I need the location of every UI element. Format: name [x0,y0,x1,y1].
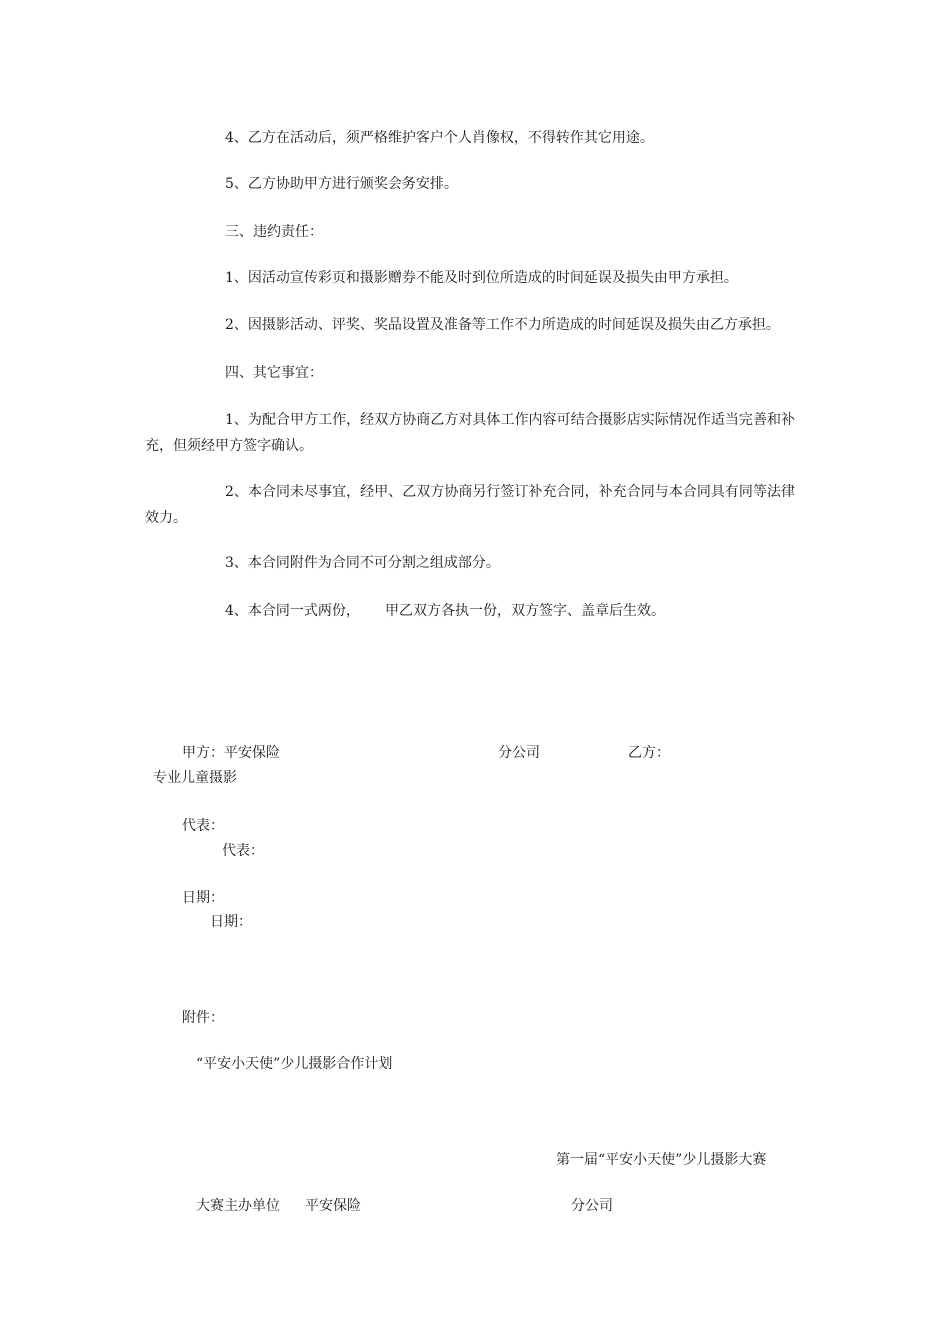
date-a-label: 日期： [182,890,224,906]
rep-a-label: 代表： [182,818,224,834]
date-b-label: 日期： [210,914,252,930]
section-4-item-3: 3、本合同附件为合同不可分割之组成部分。 [225,555,500,571]
rep-b-label: 代表： [222,843,264,859]
organizer-label: 大赛主办单位 [196,1198,280,1214]
section-4-item-2: 2、本合同未尽事宜，经甲、乙双方协商另行签订补充合同，补充合同与本合同具有同等法律效力。 [145,484,795,526]
clause-4: 4、乙方在活动后，须严格维护客户个人肖像权，不得转作其它用途。 [225,130,654,146]
section-3-heading: 三、违约责任： [225,224,323,240]
section-4-item-1: 1、为配合甲方工作，经双方协商乙方对具体工作内容可结合摄影店实际情况作适当完善和补充，但须经甲方签字确认。 [145,412,795,454]
organizer-name: 平安保险 [305,1198,361,1214]
section-4-item-4-part1: 4、本合同一式两份， [225,603,360,619]
contest-title: 第一届“平安小天使”少儿摄影大赛 [556,1152,767,1168]
clause-5: 5、乙方协助甲方进行颁奖会务安排。 [225,176,458,192]
party-a-branch: 分公司 [498,745,540,761]
section-3-item-2: 2、因摄影活动、评奖、奖品设置及准备等工作不力所造成的时间延误及损失由乙方承担。 [225,317,780,333]
party-a-label: 甲方：平安保险 [182,745,280,761]
attachment-label: 附件： [182,1010,224,1026]
section-4-item-4-part2: 甲乙双方各执一份，双方签字、盖章后生效。 [385,603,665,619]
attachment-title: “平安小天使”少儿摄影合作计划 [196,1056,393,1072]
section-3-item-1: 1、因活动宣传彩页和摄影赠券不能及时到位所造成的时间延误及损失由甲方承担。 [225,270,738,286]
party-b-label: 乙方： [628,745,670,761]
organizer-branch: 分公司 [571,1198,613,1214]
party-b-name: 专业儿童摄影 [153,770,237,786]
section-4-heading: 四、其它事宜： [225,365,323,381]
